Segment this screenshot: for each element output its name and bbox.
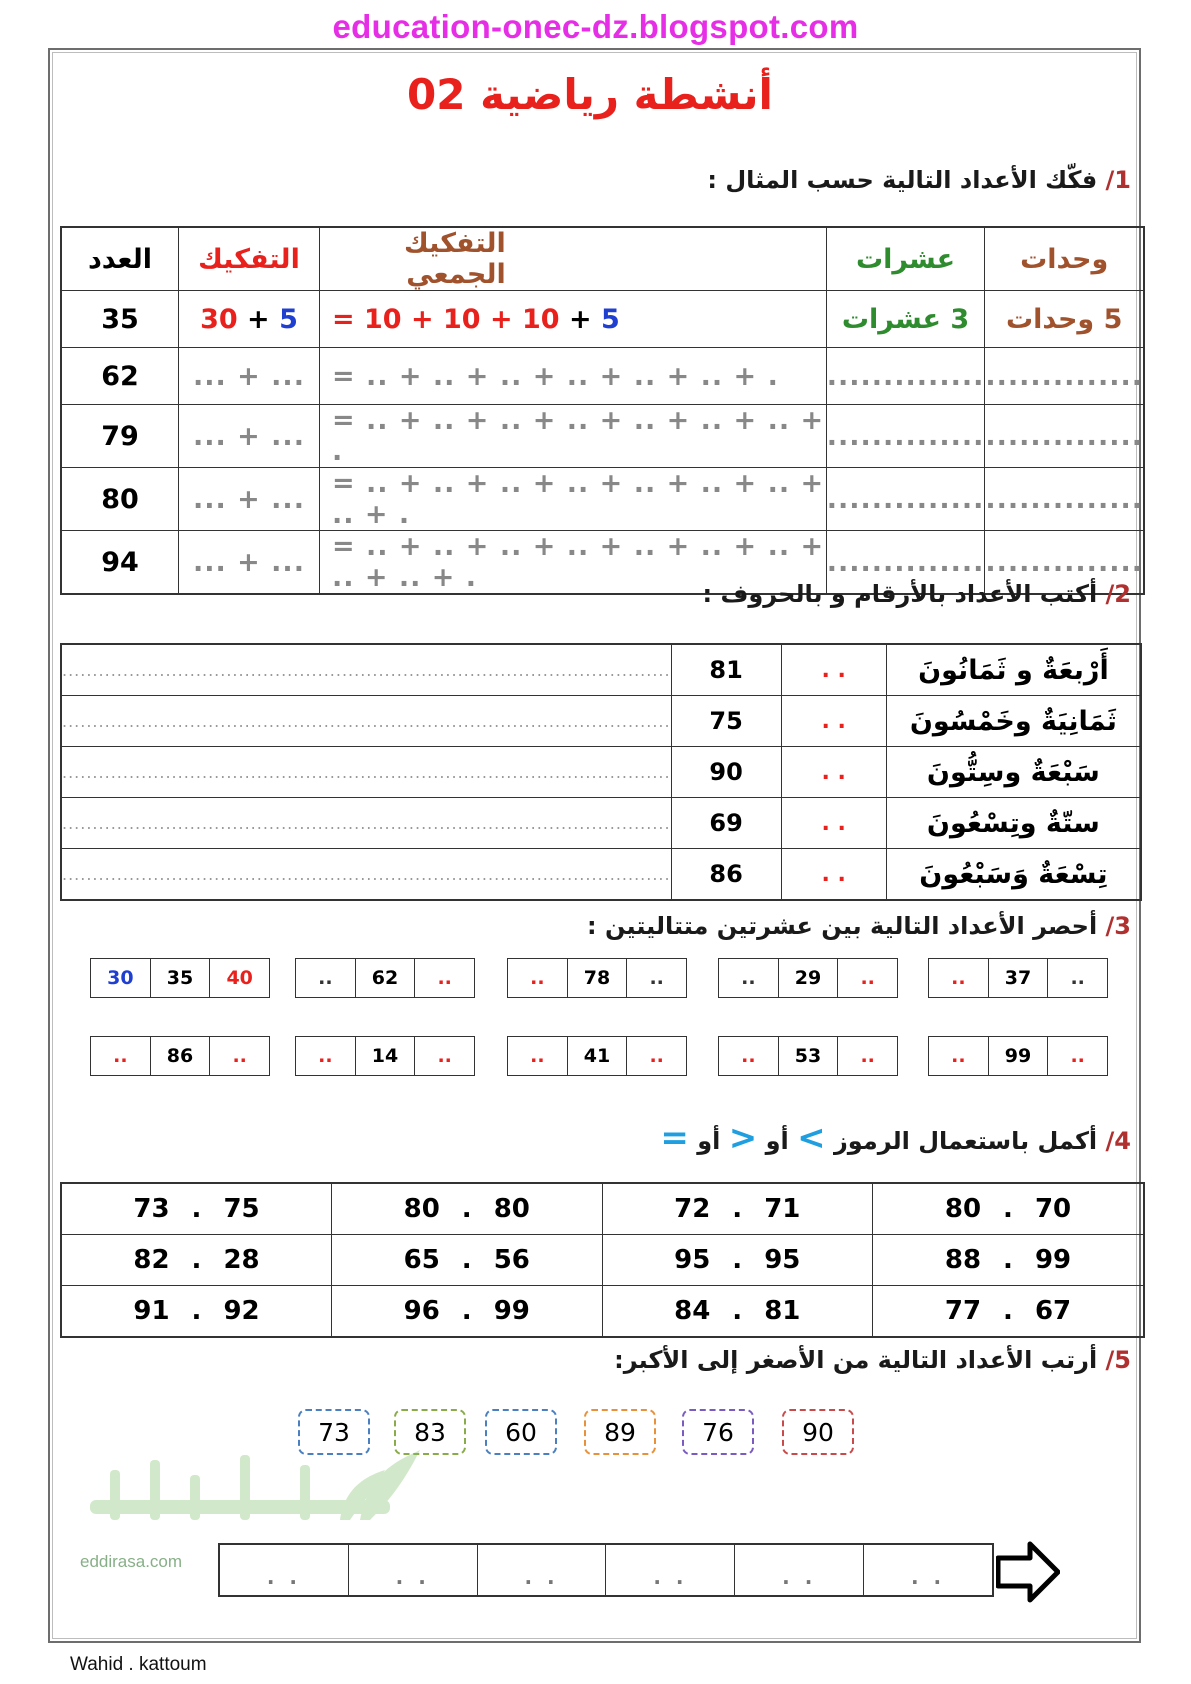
compare-cell[interactable] bbox=[61, 1286, 332, 1338]
question-4 bbox=[660, 1118, 1131, 1158]
page-title: أنشطة رياضية 02 bbox=[407, 70, 773, 119]
row-tens[interactable]: .............. bbox=[826, 405, 985, 468]
row-sum[interactable]: = .. + .. + .. + .. + .. + .. + .. + . bbox=[319, 405, 826, 468]
table-header-row bbox=[61, 227, 1144, 291]
right-number: 75 bbox=[223, 1194, 260, 1224]
decomposition-table bbox=[60, 226, 1145, 595]
question-2 bbox=[703, 580, 1132, 608]
compare-cell[interactable] bbox=[332, 1183, 603, 1235]
row-sum[interactable]: = .. + .. + .. + .. + .. + .. + .. + .. + .. + . bbox=[319, 531, 826, 595]
compare-cell[interactable] bbox=[61, 1183, 332, 1235]
answer-slot[interactable]: . . bbox=[349, 1545, 478, 1595]
greater-than-symbol: > bbox=[797, 1118, 826, 1158]
table-row bbox=[61, 1235, 1144, 1286]
row-num: 75 bbox=[671, 696, 781, 747]
row-decomp[interactable]: ... + ... bbox=[179, 468, 320, 531]
question-5-number: 5/ bbox=[1105, 1346, 1131, 1374]
box-left[interactable]: .. bbox=[508, 959, 568, 997]
or-word: أو bbox=[697, 1127, 721, 1155]
bracket-box bbox=[718, 958, 898, 998]
row-num: 69 bbox=[671, 798, 781, 849]
row-word: ثَمَانِيَةٌ وخَمْسُونَ bbox=[886, 696, 1141, 747]
question-3 bbox=[587, 912, 1131, 940]
box-left[interactable]: .. bbox=[719, 959, 779, 997]
example-row bbox=[61, 291, 1144, 348]
or-word: أو bbox=[765, 1127, 789, 1155]
table-row bbox=[61, 405, 1144, 468]
right-number: 56 bbox=[493, 1245, 530, 1275]
left-number: 88 bbox=[944, 1245, 982, 1275]
row-decomp[interactable]: ... + ... bbox=[179, 405, 320, 468]
right-number: 28 bbox=[223, 1245, 260, 1275]
row-word: سَبْعَةٌ وسِتُّونَ bbox=[886, 747, 1141, 798]
box-left[interactable]: .. bbox=[929, 1037, 989, 1075]
box-right[interactable]: .. bbox=[860, 1045, 875, 1067]
row-decomp[interactable]: ... + ... bbox=[179, 531, 320, 595]
box-mid: 86 bbox=[151, 1037, 211, 1075]
table-row bbox=[61, 849, 1141, 901]
compare-cell[interactable] bbox=[332, 1235, 603, 1286]
question-2-number: 2/ bbox=[1105, 580, 1131, 608]
write-line[interactable]: .................................................................................................... bbox=[61, 747, 671, 798]
bracket-box bbox=[507, 1036, 687, 1076]
row-number: 79 bbox=[61, 405, 179, 468]
box-mid: 99 bbox=[989, 1037, 1049, 1075]
header-tens: عشرات bbox=[826, 227, 985, 291]
example-decomp bbox=[179, 291, 320, 348]
question-3-number: 3/ bbox=[1105, 912, 1131, 940]
row-units[interactable]: .............. bbox=[985, 405, 1144, 468]
box-right[interactable]: .. bbox=[649, 1045, 664, 1067]
row-number: 80 bbox=[61, 468, 179, 531]
right-number: 99 bbox=[1034, 1245, 1072, 1275]
box-mid: 78 bbox=[568, 959, 628, 997]
box-right[interactable]: .. bbox=[1070, 1045, 1085, 1067]
row-blank[interactable]: . . bbox=[781, 798, 886, 849]
site-url[interactable]: education-onec-dz.blogspot.com bbox=[332, 8, 859, 45]
compare-cell[interactable] bbox=[602, 1235, 873, 1286]
example-tens-part: 30 bbox=[200, 303, 238, 335]
row-tens[interactable]: .............. bbox=[826, 348, 985, 405]
right-number: 80 bbox=[493, 1194, 530, 1224]
blank-dot[interactable]: . bbox=[191, 1245, 202, 1275]
answer-slot[interactable]: . . bbox=[735, 1545, 864, 1595]
equals-symbol: = bbox=[660, 1118, 689, 1158]
blank-dot[interactable]: . bbox=[1003, 1296, 1013, 1326]
box-right[interactable]: .. bbox=[1070, 967, 1085, 989]
compare-cell[interactable] bbox=[873, 1286, 1145, 1338]
question-1-number: 1/ bbox=[1105, 166, 1131, 194]
question-2-text: أكتب الأعداد بالأرقام و بالحروف : bbox=[702, 580, 1098, 608]
compare-cell[interactable] bbox=[602, 1286, 873, 1338]
plus-sign: + bbox=[489, 303, 513, 335]
compare-cell[interactable] bbox=[61, 1235, 332, 1286]
box-mid: 62 bbox=[356, 959, 416, 997]
box-left: 30 bbox=[91, 959, 151, 997]
blank-dot[interactable]: . bbox=[191, 1296, 202, 1326]
box-mid: 53 bbox=[779, 1037, 839, 1075]
header-units: وحدات bbox=[985, 227, 1144, 291]
blank-dot[interactable]: . bbox=[1003, 1245, 1013, 1275]
bracket-box bbox=[90, 1036, 270, 1076]
bracket-box bbox=[295, 1036, 475, 1076]
watermark-site: eddirasa.com bbox=[80, 1552, 183, 1571]
header-decomposition: التفكيك bbox=[179, 227, 320, 291]
table-row bbox=[61, 747, 1141, 798]
answer-strip bbox=[218, 1543, 994, 1597]
example-sum bbox=[319, 291, 826, 348]
box-left[interactable]: .. bbox=[929, 959, 989, 997]
row-num: 90 bbox=[671, 747, 781, 798]
equals-sign: = bbox=[331, 303, 355, 335]
blank-dot[interactable]: . bbox=[1003, 1194, 1013, 1224]
box-mid: 37 bbox=[989, 959, 1049, 997]
box-left[interactable]: .. bbox=[508, 1037, 568, 1075]
row-word: تِسْعَةٌ وَسَبْعُونَ bbox=[886, 849, 1141, 901]
row-word: أَرْبعَةٌ و ثَمَانُونَ bbox=[886, 644, 1141, 696]
plus-sign: + bbox=[247, 303, 270, 335]
row-number: 62 bbox=[61, 348, 179, 405]
author-credit: Wahid . kattoum bbox=[70, 1654, 207, 1675]
bracket-box-example bbox=[90, 958, 270, 998]
plus-sign: + bbox=[410, 303, 434, 335]
box-left[interactable]: .. bbox=[91, 1037, 151, 1075]
ten-1: 10 bbox=[363, 303, 402, 335]
number-box: 73 bbox=[298, 1409, 370, 1455]
left-number: 96 bbox=[403, 1296, 440, 1326]
bracket-box bbox=[928, 1036, 1108, 1076]
row-blank[interactable]: . . bbox=[781, 644, 886, 696]
table-row bbox=[61, 1286, 1144, 1338]
row-tens[interactable]: .............. bbox=[826, 531, 985, 595]
left-number: 82 bbox=[133, 1245, 170, 1275]
box-mid: 41 bbox=[568, 1037, 628, 1075]
left-number: 80 bbox=[403, 1194, 440, 1224]
right-number: 67 bbox=[1034, 1296, 1072, 1326]
right-number: 81 bbox=[764, 1296, 801, 1326]
table-row bbox=[61, 468, 1144, 531]
box-right[interactable]: .. bbox=[860, 967, 875, 989]
question-3-text: أحصر الأعداد التالية بين عشرتين متتاليتين : bbox=[587, 912, 1098, 940]
bracket-box bbox=[718, 1036, 898, 1076]
blank-dot[interactable]: . bbox=[461, 1194, 472, 1224]
row-sum[interactable]: = .. + .. + .. + .. + .. + .. + . bbox=[319, 348, 826, 405]
blank-dot[interactable]: . bbox=[461, 1245, 472, 1275]
compare-cell[interactable] bbox=[873, 1235, 1145, 1286]
plus-sign: + bbox=[568, 303, 592, 335]
box-right: 40 bbox=[226, 967, 253, 989]
box-mid: 29 bbox=[779, 959, 839, 997]
number-box: 83 bbox=[394, 1409, 466, 1455]
left-number: 73 bbox=[133, 1194, 170, 1224]
ten-2: 10 bbox=[442, 303, 481, 335]
header-number: العدد bbox=[61, 227, 179, 291]
answer-slot[interactable]: . . bbox=[478, 1545, 607, 1595]
bracket-box bbox=[507, 958, 687, 998]
table-row bbox=[61, 1183, 1144, 1235]
row-tens[interactable]: .............. bbox=[826, 468, 985, 531]
row-units[interactable]: .............. bbox=[985, 468, 1144, 531]
example-tens-label: 3 عشرات bbox=[826, 291, 985, 348]
blank-dot[interactable]: . bbox=[732, 1245, 743, 1275]
left-number: 72 bbox=[674, 1194, 711, 1224]
bracket-box bbox=[295, 958, 475, 998]
comparison-table bbox=[60, 1182, 1145, 1338]
row-num: 86 bbox=[671, 849, 781, 901]
number-box: 89 bbox=[584, 1409, 656, 1455]
left-number: 95 bbox=[674, 1245, 711, 1275]
row-units[interactable]: .............. bbox=[985, 531, 1144, 595]
row-blank[interactable]: . . bbox=[781, 696, 886, 747]
table-row bbox=[61, 798, 1141, 849]
number-box: 60 bbox=[485, 1409, 557, 1455]
write-line[interactable]: .................................................................................................... bbox=[61, 696, 671, 747]
question-5-text: أرتب الأعداد التالية من الأصغر إلى الأكبر: bbox=[614, 1346, 1098, 1374]
arrow-right-icon bbox=[996, 1540, 1060, 1604]
number-words-table bbox=[60, 643, 1142, 901]
box-mid: 14 bbox=[356, 1037, 416, 1075]
table-row bbox=[61, 696, 1141, 747]
row-number: 94 bbox=[61, 531, 179, 595]
row-sum[interactable]: = .. + .. + .. + .. + .. + .. + .. + .. + . bbox=[319, 468, 826, 531]
box-mid: 35 bbox=[151, 959, 211, 997]
blank-dot[interactable]: . bbox=[732, 1296, 743, 1326]
box-right[interactable]: .. bbox=[649, 967, 664, 989]
right-number: 99 bbox=[493, 1296, 530, 1326]
example-units-val: 5 bbox=[601, 303, 620, 335]
box-left[interactable]: .. bbox=[719, 1037, 779, 1075]
right-number: 70 bbox=[1034, 1194, 1072, 1224]
number-box: 76 bbox=[682, 1409, 754, 1455]
row-decomp[interactable]: ... + ... bbox=[179, 348, 320, 405]
left-number: 65 bbox=[403, 1245, 440, 1275]
header-additive: التفكيك الجمعي bbox=[319, 227, 826, 291]
question-1-text: فكّك الأعداد التالية حسب المثال : bbox=[707, 166, 1098, 194]
box-right[interactable]: .. bbox=[437, 967, 452, 989]
row-word: ستّةٌ وتِسْعُونَ bbox=[886, 798, 1141, 849]
eddirasa-logo bbox=[70, 1440, 430, 1560]
right-number: 95 bbox=[764, 1245, 801, 1275]
bracket-box bbox=[928, 958, 1108, 998]
ten-3: 10 bbox=[522, 303, 560, 335]
table-row bbox=[61, 348, 1144, 405]
question-4-number: 4/ bbox=[1105, 1127, 1131, 1155]
left-number: 80 bbox=[944, 1194, 982, 1224]
question-5 bbox=[614, 1346, 1131, 1374]
example-units-part: 5 bbox=[279, 303, 298, 335]
example-number: 35 bbox=[61, 291, 179, 348]
write-line[interactable]: .................................................................................................... bbox=[61, 798, 671, 849]
number-box: 90 bbox=[782, 1409, 854, 1455]
write-line[interactable]: .................................................................................................... bbox=[61, 644, 671, 696]
left-number: 84 bbox=[674, 1296, 711, 1326]
example-units-label: 5 وحدات bbox=[985, 291, 1144, 348]
compare-cell[interactable] bbox=[873, 1183, 1145, 1235]
answer-slot[interactable]: . . bbox=[910, 1565, 946, 1589]
row-blank[interactable]: . . bbox=[781, 747, 886, 798]
blank-dot[interactable]: . bbox=[461, 1296, 472, 1326]
box-left[interactable]: .. bbox=[296, 959, 356, 997]
box-right[interactable]: .. bbox=[437, 1045, 452, 1067]
row-num: 81 bbox=[671, 644, 781, 696]
left-number: 77 bbox=[944, 1296, 982, 1326]
answer-slot[interactable]: . . bbox=[220, 1545, 349, 1595]
box-right[interactable]: .. bbox=[232, 1045, 247, 1067]
compare-cell[interactable] bbox=[332, 1286, 603, 1338]
question-4-text: أكمل باستعمال الرموز bbox=[833, 1127, 1098, 1155]
blank-dot[interactable]: . bbox=[191, 1194, 202, 1224]
write-line[interactable]: .................................................................................................... bbox=[61, 849, 671, 901]
blank-dot[interactable]: . bbox=[732, 1194, 743, 1224]
box-left[interactable]: .. bbox=[296, 1037, 356, 1075]
row-units[interactable]: .............. bbox=[985, 348, 1144, 405]
left-number: 91 bbox=[133, 1296, 170, 1326]
row-blank[interactable]: . . bbox=[781, 849, 886, 901]
table-row bbox=[61, 644, 1141, 696]
right-number: 92 bbox=[223, 1296, 260, 1326]
less-than-symbol: < bbox=[728, 1118, 758, 1158]
question-1 bbox=[707, 166, 1131, 194]
right-number: 71 bbox=[764, 1194, 801, 1224]
compare-cell[interactable] bbox=[602, 1183, 873, 1235]
answer-slot[interactable]: . . bbox=[606, 1545, 735, 1595]
